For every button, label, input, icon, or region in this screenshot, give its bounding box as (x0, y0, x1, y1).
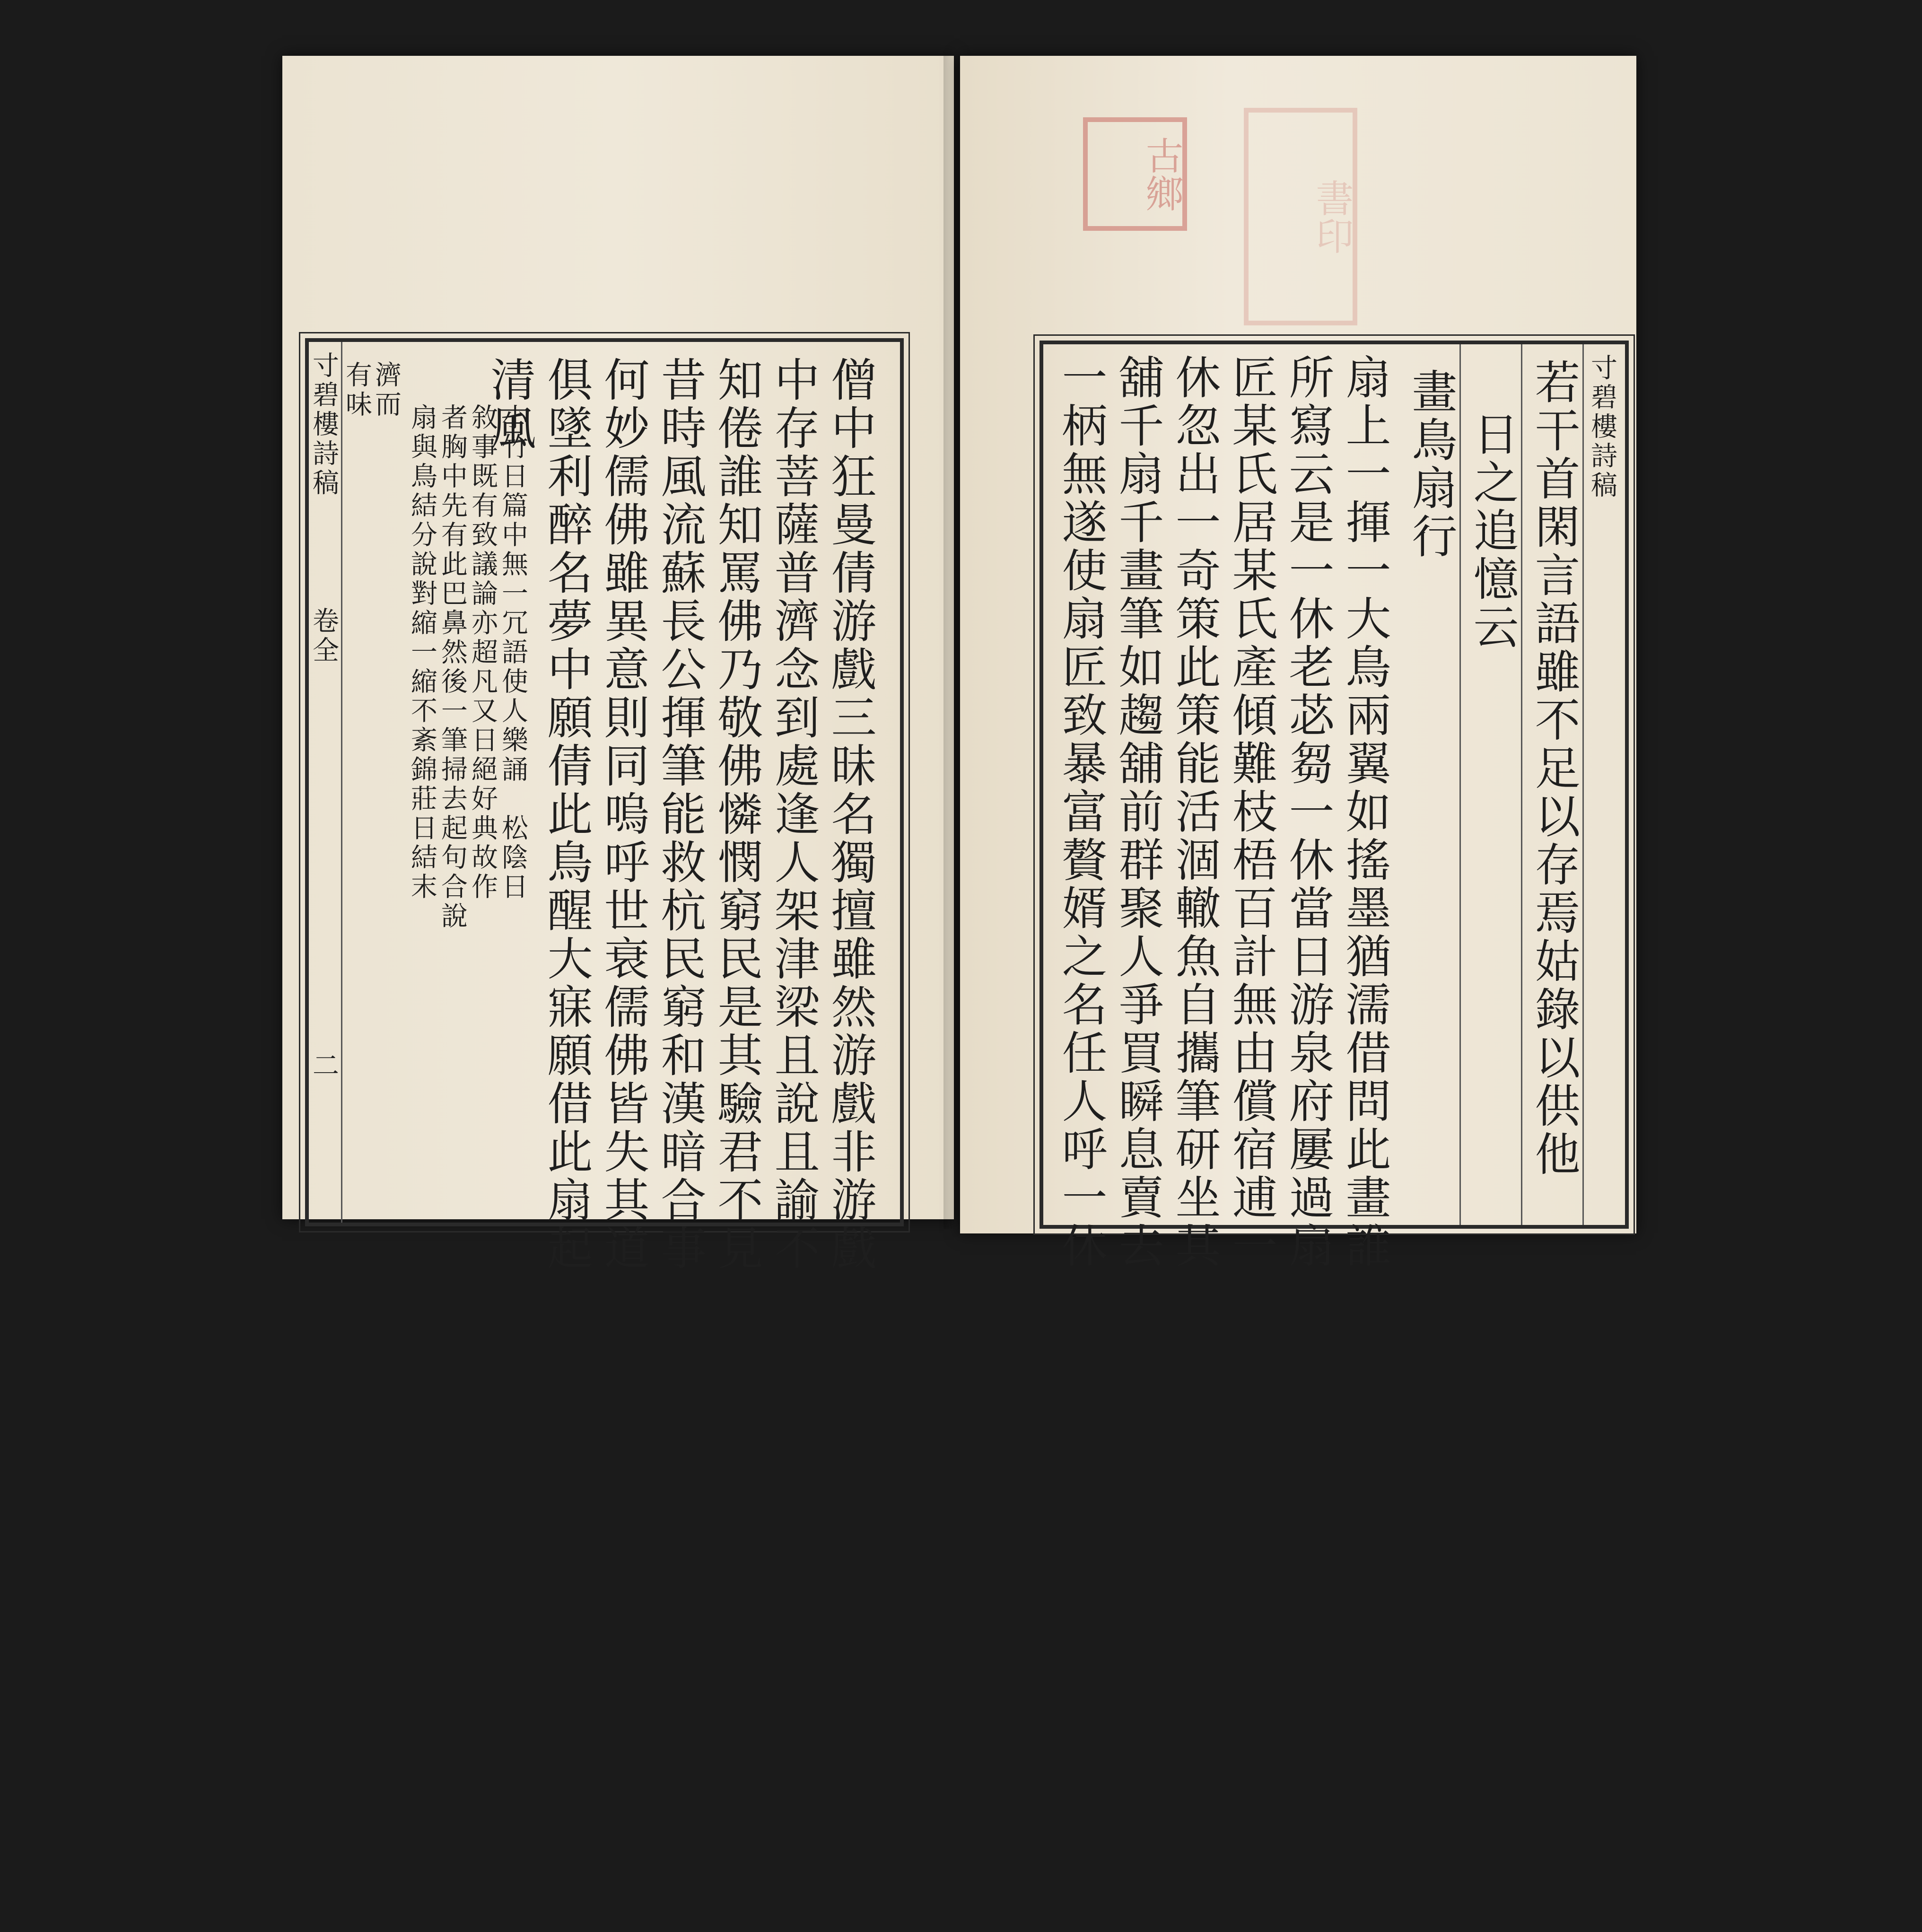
text-column: 知倦誰知罵佛乃敬佛憐憫窮民是其驗君不見 (710, 356, 763, 1273)
text-column: 何妙儒佛雖異意則同嗚呼世衰儒佛皆失其道 (597, 356, 650, 1273)
poem-title: 畫鳥扇行 (1405, 368, 1458, 561)
text-column: 若干首閑言語雖不足以存焉姑錄以供他 (1528, 358, 1581, 1179)
margin-page-number: 二 (308, 1051, 339, 1081)
margin-volume: 卷全 (308, 607, 339, 665)
annotation-column: 扇與鳥結分說對縮一縮不紊錦莊日結末 (407, 403, 437, 902)
right-page (960, 56, 1636, 1270)
annotation-column: 者胸中先有此巴鼻然後一筆掃去起句合說 (437, 403, 468, 931)
margin-title: 寸碧樓詩稿 (1587, 354, 1617, 500)
text-column: 日之追憶云 (1466, 411, 1519, 652)
annotation-column: 小竹日篇中無一冗語使人樂誦 松陰日 (498, 403, 528, 902)
right-text-frame (1040, 341, 1629, 1270)
annotation-column: 濟而 (371, 361, 402, 420)
text-column: 清風 (483, 356, 536, 453)
text-column: 所寫云是一休老苾芻一休當日游泉府屢過扇 (1282, 354, 1335, 1270)
column-rule (341, 342, 342, 1223)
text-column: 僧中狂曼倩游戲三昧名獨擅雖然游戲非游戲 (824, 356, 877, 1273)
column-rule (1521, 344, 1522, 1225)
text-column: 一柄無遂使扇匠致暴富贅婿之名任人呼一休 (1055, 354, 1108, 1270)
text-column: 休忽出一奇策此策能活涸轍魚自攜筆研坐其 (1168, 354, 1221, 1270)
text-column: 中存菩薩普濟念到處逢人架津梁且說且諭不 (767, 356, 820, 1273)
text-column: 俱墜利醉名夢中願倩此鳥醒大寐願借此扇起 (540, 356, 593, 1273)
annotation-column: 有味 (341, 361, 372, 420)
text-column: 昔時風流蘇長公揮筆能救杭民窮和漢暗合事 (654, 356, 707, 1273)
text-column: 扇上一揮一大鳥兩翼如搖墨猶濡借問此畫誰 (1338, 354, 1391, 1270)
column-rule (1459, 344, 1461, 1225)
annotation-column: 敘事既有致議論亦超凡又日絕好典故作 (467, 403, 498, 902)
column-rule (1582, 344, 1584, 1225)
text-column: 舖千扇千畫筆如趨舖前群聚人爭買瞬息賣去 (1111, 354, 1164, 1270)
red-seal-stamp: 古鄉 (1083, 117, 1187, 231)
margin-title: 寸碧樓詩稿 (308, 351, 339, 498)
left-page (282, 56, 954, 1273)
left-text-frame (305, 338, 904, 1273)
text-column: 匠某氏居某氏產傾難枝梧百計無由償宿逋一 (1225, 354, 1278, 1270)
red-seal-stamp-faint: 書印 (1244, 108, 1357, 325)
